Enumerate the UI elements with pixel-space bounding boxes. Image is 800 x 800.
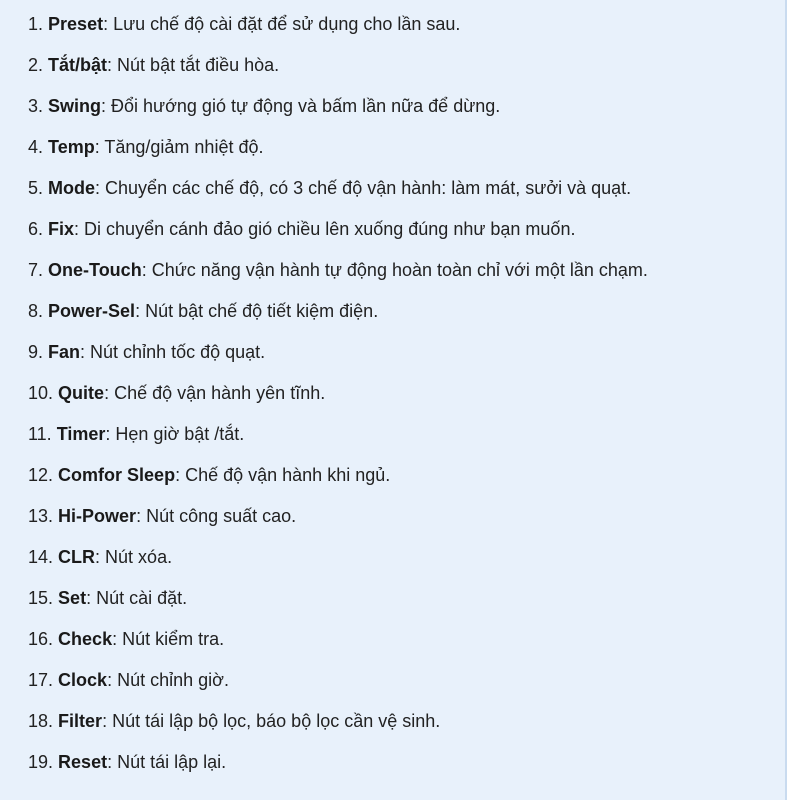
item-term: Fix	[48, 219, 75, 239]
list-item	[28, 214, 785, 255]
item-term: Hi-Power	[58, 506, 137, 526]
item-number: 6.	[28, 219, 44, 239]
item-description: : Chức năng vận hành tự động hoàn toàn chỉ với một lần chạm.	[141, 260, 648, 280]
item-term: Reset	[58, 752, 108, 772]
item-term: One-Touch	[48, 260, 142, 280]
item-description: : Chế độ vận hành yên tĩnh.	[104, 383, 326, 403]
list-item	[28, 50, 785, 91]
item-term: Quite	[58, 383, 105, 403]
list-item	[28, 255, 785, 296]
item-description: : Nút kiểm tra.	[112, 629, 225, 649]
list-item	[28, 706, 785, 747]
item-term: Clock	[58, 670, 108, 690]
item-term: Tắt/bật	[48, 55, 108, 75]
item-term: Power-Sel	[48, 301, 136, 321]
item-description: : Đổi hướng gió tự động và bấm lần nữa để dừng.	[101, 96, 501, 116]
item-description: : Nút cài đặt.	[86, 588, 188, 608]
item-description: : Chuyển các chế độ, có 3 chế độ vận hành: làm mát, sưởi và quạt.	[95, 178, 632, 198]
list-item	[28, 460, 785, 501]
list-item	[28, 665, 785, 706]
list-item	[28, 419, 785, 460]
item-term: Temp	[48, 137, 95, 157]
item-term: Comfor Sleep	[58, 465, 176, 485]
item-number: 9.	[28, 342, 44, 362]
item-description: : Nút xóa.	[95, 547, 173, 567]
item-number: 16.	[28, 629, 54, 649]
item-description: : Nút chỉnh tốc độ quạt.	[80, 342, 266, 362]
item-number: 14.	[28, 547, 54, 567]
item-number: 3.	[28, 96, 44, 116]
item-number: 5.	[28, 178, 44, 198]
item-term: Set	[58, 588, 87, 608]
item-number: 13.	[28, 506, 54, 526]
item-description: : Nút công suất cao.	[136, 506, 297, 526]
item-description: : Nút chỉnh giờ.	[107, 670, 229, 690]
item-description: : Tăng/giảm nhiệt độ.	[94, 137, 264, 157]
list-item	[28, 132, 785, 173]
item-description: : Nút bật tắt điều hòa.	[107, 55, 280, 75]
item-description: : Chế độ vận hành khi ngủ.	[175, 465, 391, 485]
item-term: Filter	[58, 711, 103, 731]
list-item	[28, 9, 785, 50]
item-term: Check	[58, 629, 113, 649]
item-number: 2.	[28, 55, 44, 75]
item-number: 1.	[28, 14, 44, 34]
list-item	[28, 378, 785, 419]
item-description: : Nút tái lập bộ lọc, báo bộ lọc cần vệ sinh.	[102, 711, 441, 731]
item-description: : Di chuyển cánh đảo gió chiều lên xuống đúng như bạn muốn.	[74, 219, 576, 239]
item-description: : Nút tái lập lại.	[107, 752, 227, 772]
item-description: : Lưu chế độ cài đặt để sử dụng cho lần sau.	[103, 14, 461, 34]
list-item	[28, 91, 785, 132]
item-number: 19.	[28, 752, 54, 772]
list-item	[28, 542, 785, 583]
item-description: : Nút bật chế độ tiết kiệm điện.	[135, 301, 379, 321]
item-description: : Hẹn giờ bật /tắt.	[105, 424, 245, 444]
item-number: 10.	[28, 383, 54, 403]
list-item	[28, 296, 785, 337]
item-term: Timer	[56, 424, 106, 444]
item-number: 7.	[28, 260, 44, 280]
item-number: 18.	[28, 711, 54, 731]
list-item	[28, 173, 785, 214]
list-item	[28, 337, 785, 378]
item-term: Swing	[48, 96, 102, 116]
list-item	[28, 747, 785, 788]
list-item	[28, 501, 785, 542]
item-term: Mode	[48, 178, 96, 198]
item-number: 17.	[28, 670, 54, 690]
item-term: Preset	[48, 14, 104, 34]
item-number: 8.	[28, 301, 44, 321]
list-item	[28, 624, 785, 665]
list-item	[28, 583, 785, 624]
item-number: 11.	[28, 424, 52, 444]
item-term: CLR	[58, 547, 96, 567]
item-number: 12.	[28, 465, 54, 485]
item-number: 15.	[28, 588, 54, 608]
item-number: 4.	[28, 137, 44, 157]
item-term: Fan	[48, 342, 81, 362]
